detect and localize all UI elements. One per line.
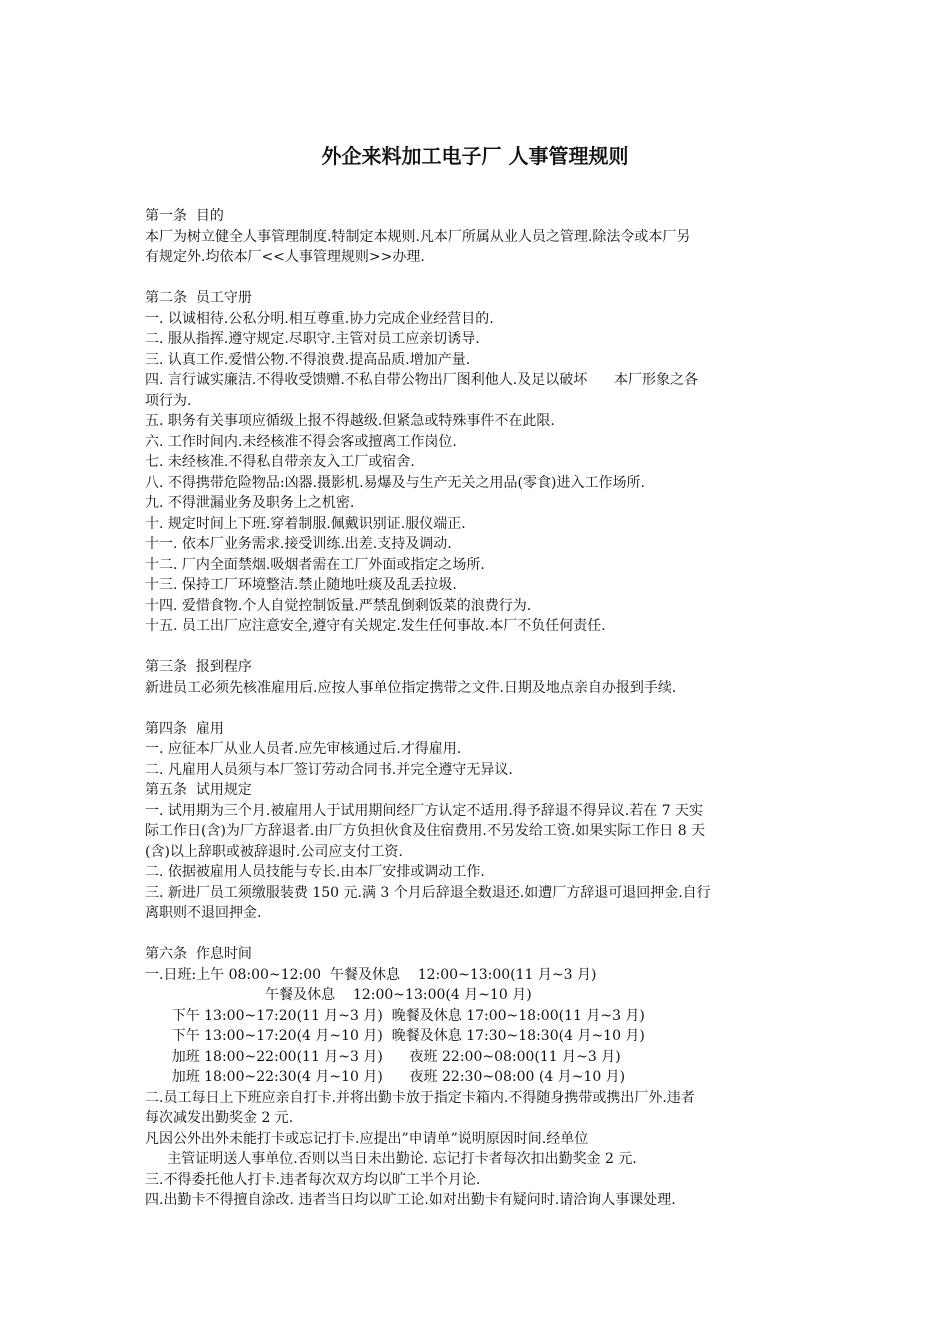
text-line: 三. 认真工作.爱惜公物.不得浪费.提高品质.增加产量. [145,351,471,368]
text-line: 三. 新进厂员工须缴服装费 150 元.满 3 个月后辞退全数退还.如遭厂方辞退可退回押金.自行 [145,884,711,901]
text-line: 第三条 报到程序 [145,659,252,675]
text-line: 项行为. [145,392,192,409]
text-line: 十四. 爱惜食物.个人自觉控制饭量.严禁乱倒剩饭菜的浪费行为. [145,597,532,614]
text-line: 主管证明送人事单位.否则以当日未出勤论. 忘记打卡者每次扣出勤奖金 2 元. [145,1151,637,1167]
text-line: 一.日班:上午 08:00~12:00 午餐及休息 12:00~13:00(11 月~3 月) [145,966,597,983]
text-line: 每次减发出勤奖金 2 元. [145,1110,294,1126]
text-line: 第六条 作息时间 [145,946,252,962]
text-line: 凡因公外出外未能打卡或忘记打卡.应提出”申请单”说明原因时间.经单位 [145,1130,589,1147]
text-line: 第二条 员工守册 [145,290,252,306]
text-line: 二. 服从指挥.遵守规定.尽职守.主管对员工应亲切诱导. [145,331,480,347]
text-line: 八. 不得携带危险物品:凶器.摄影机.易爆及与生产无关之用品(零食)进入工作场所. [145,474,645,491]
text-line: 一. 以诚相待.公私分明.相互尊重.协力完成企业经营目的. [145,310,494,327]
text-line: 十二. 厂内全面禁烟.吸烟者需在工厂外面或指定之场所. [145,556,485,573]
text-line: 第五条 试用规定 [145,782,252,798]
text-line: 四.出勤卡不得擅自涂改. 违者当日均以旷工论.如对出勤卡有疑问时.请洽询人事课处理. [145,1192,676,1208]
document-title: 外企来料加工电子厂 人事管理规则 [321,144,629,168]
text-line: 十三. 保持工厂环境整洁.禁止随地吐痰及乱丢拉圾. [145,577,457,593]
text-line: 有规定外.均依本厂<<人事管理规则>>办理. [145,249,425,265]
text-line: 加班 18:00~22:30(4 月~10 月) 夜班 22:30~08:00 (4 月~10 月) [145,1069,626,1085]
text-line: 四. 言行诚实廉洁.不得收受馈赠.不私自带公物出厂图利他人.及足以破坏 本厂形象之各 [145,372,698,388]
text-line: 午餐及休息 12:00~13:00(4 月~10 月) [145,987,532,1003]
text-line: 二. 依据被雇用人员技能与专长.由本厂安排或调动工作. [145,864,485,880]
text-line: 本厂为树立健全人事管理制度.特制定本规则.凡本厂所属从业人员之管理.除法令或本厂另 [145,228,691,245]
text-line: 九. 不得泄漏业务及职务上之机密. [145,495,355,511]
text-line: 第一条 目的 [145,208,224,224]
paragraph-gap [145,924,810,945]
document-body [145,206,810,1211]
text-line: 六. 工作时间内.未经核准不得会客或擅离工作岗位. [145,433,457,450]
paragraph-gap [145,268,810,289]
paragraph-gap [145,698,810,719]
text-line: 际工作日(含)为厂方辞退者.由厂方负担伙食及住宿费用.不另发给工资.如果实际工作日 8 天 [145,823,706,839]
text-line: 一. 试用期为三个月.被雇用人于试用期间经厂方认定不适用.得予辞退不得异议.若在 7 天实 [145,802,704,819]
text-line: (含)以上辞职或被辞退时.公司应支付工资. [145,843,403,860]
text-line: 十五. 员工出厂应注意安全,遵守有关规定.发生任何事故.本厂不负任何责任. [145,618,606,634]
text-line: 二. 凡雇用人员须与本厂签订劳动合同书.并完全遵守无异议. [145,761,513,778]
text-line: 加班 18:00~22:00(11 月~3 月) 夜班 22:00~08:00(11 月~3 月) [145,1048,621,1065]
text-line: 下午 13:00~17:20(11 月~3 月) 晚餐及休息 17:00~18:00(11 月~3 月) [145,1007,645,1024]
text-line: 新进员工必须先核准雇用后.应按人事单位指定携带之文件.日期及地点亲自办报到手续. [145,679,677,696]
text-line: 五. 职务有关事项应循级上报不得越级.但紧急或特殊事件不在此限. [145,413,555,429]
text-line: 离职则不退回押金. [145,905,262,921]
text-line: 二.员工每日上下班应亲自打卡.并将出勤卡放于指定卡箱内.不得随身携带或携出厂外.违者 [145,1089,695,1106]
text-line: 第四条 雇用 [145,720,224,737]
text-line: 下午 13:00~17:20(4 月~10 月) 晚餐及休息 17:30~18:30(4 月~10 月) [145,1028,645,1044]
text-line: 七. 未经核准.不得私自带亲友入工厂或宿舍. [145,454,415,470]
paragraph-gap [145,637,810,658]
text-line: 十一. 依本厂业务需求.接受训练.出差.支持及调动. [145,536,452,552]
text-line: 一. 应征本厂从业人员者.应先审核通过后.才得雇用. [145,741,462,757]
text-line: 三.不得委托他人打卡.违者每次双方均以旷工半个月论. [145,1171,481,1188]
text-line: 十. 规定时间上下班.穿着制服.佩戴识别证.服仪端正. [145,515,466,532]
